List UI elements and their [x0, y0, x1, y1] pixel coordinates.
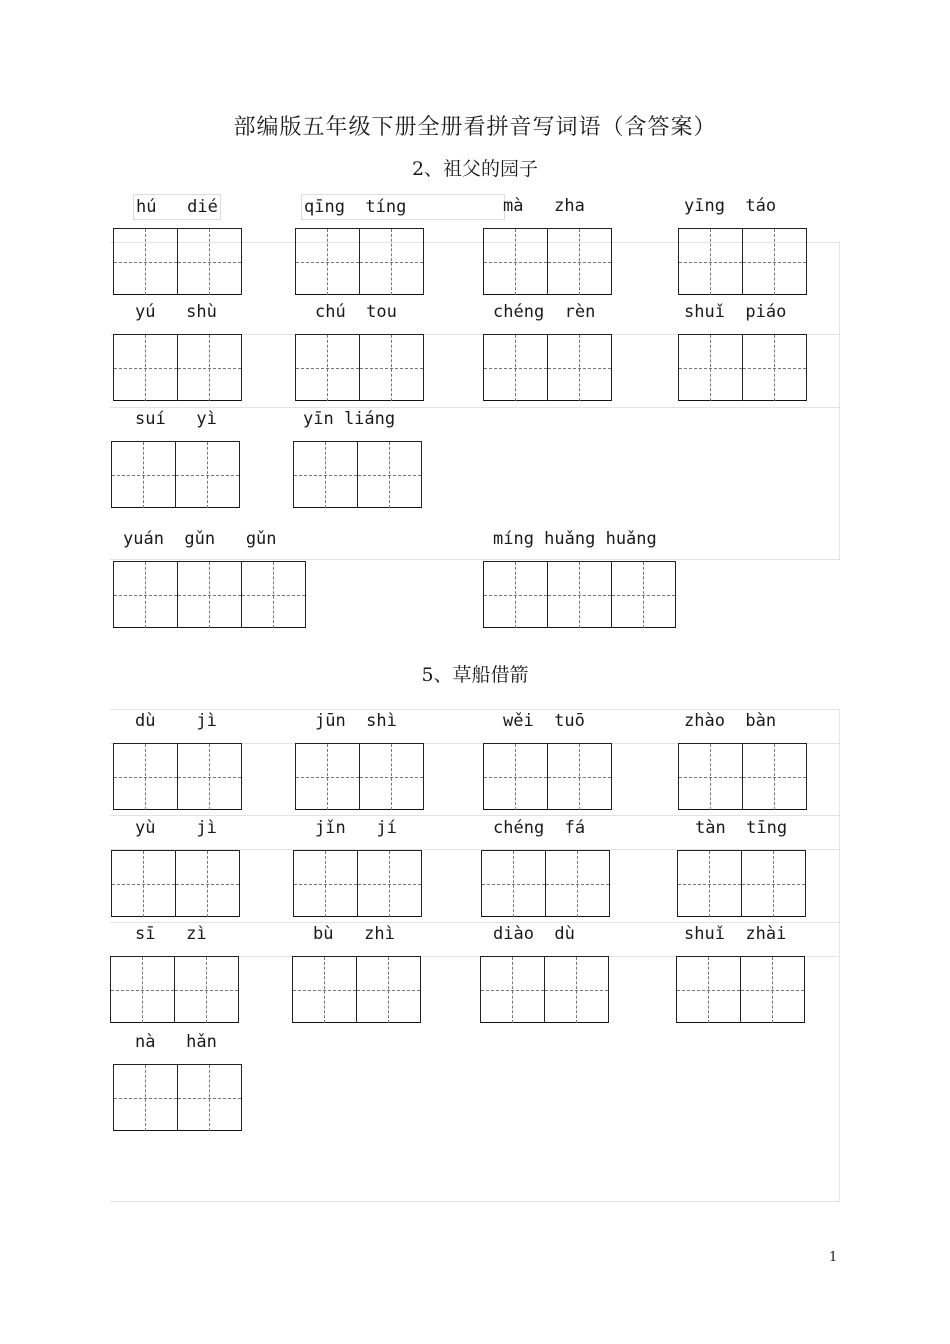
tianzige-cell[interactable] — [358, 441, 422, 508]
pinyin-label: yuán gǔn gǔn — [123, 529, 277, 549]
pinyin-label: chéng fá — [493, 818, 586, 838]
tianzige-cell[interactable] — [293, 956, 357, 1023]
lesson-heading-1: 2、祖父的园子 — [411, 158, 539, 180]
tianzige-cell[interactable] — [679, 743, 743, 810]
tianzige-cell[interactable] — [296, 743, 360, 810]
writing-grid[interactable] — [483, 561, 676, 628]
tianzige-cell[interactable] — [548, 228, 612, 295]
tianzige-cell[interactable] — [114, 228, 178, 295]
pinyin-label: mà zha — [503, 196, 585, 216]
writing-grid[interactable] — [111, 441, 240, 508]
writing-grid[interactable] — [293, 441, 422, 508]
tianzige-cell[interactable] — [741, 956, 805, 1023]
pinyin-label: tàn tīng — [695, 818, 788, 838]
tianzige-cell[interactable] — [360, 228, 424, 295]
guide-line — [839, 709, 840, 1201]
tianzige-cell[interactable] — [548, 334, 612, 401]
pinyin-label: shuǐ zhài — [684, 924, 787, 944]
tianzige-cell[interactable] — [178, 228, 242, 295]
tianzige-cell[interactable] — [178, 1064, 242, 1131]
tianzige-cell[interactable] — [360, 334, 424, 401]
pinyin-label: qīng tíng — [301, 194, 505, 220]
tianzige-cell[interactable] — [546, 850, 610, 917]
pinyin-label: yīn liáng — [303, 409, 396, 429]
pinyin-label: yù jì — [135, 818, 217, 838]
pinyin-label: dù jì — [135, 711, 217, 731]
writing-grid[interactable] — [293, 850, 422, 917]
document-title: 部编版五年级下册全册看拼音写词语（含答案） — [233, 115, 717, 140]
pinyin-label: sī zì — [135, 924, 207, 944]
pinyin-label: yīng táo — [684, 196, 777, 216]
lesson-heading-2: 5、草船借箭 — [421, 664, 529, 686]
tianzige-cell[interactable] — [548, 743, 612, 810]
tianzige-cell[interactable] — [178, 743, 242, 810]
tianzige-cell[interactable] — [545, 956, 609, 1023]
page-number: 1 — [829, 1250, 838, 1265]
writing-grid[interactable] — [483, 228, 612, 295]
writing-grid[interactable] — [295, 743, 424, 810]
tianzige-cell[interactable] — [357, 956, 421, 1023]
tianzige-cell[interactable] — [294, 441, 358, 508]
writing-grid[interactable] — [483, 743, 612, 810]
tianzige-cell[interactable] — [112, 441, 176, 508]
pinyin-label: diào dù — [493, 924, 575, 944]
writing-grid[interactable] — [678, 334, 807, 401]
writing-grid[interactable] — [113, 1064, 242, 1131]
writing-grid[interactable] — [295, 334, 424, 401]
guide-line — [839, 242, 840, 559]
writing-grid[interactable] — [677, 850, 806, 917]
tianzige-cell[interactable] — [112, 850, 176, 917]
tianzige-cell[interactable] — [296, 228, 360, 295]
tianzige-cell[interactable] — [743, 334, 807, 401]
writing-grid[interactable] — [295, 228, 424, 295]
writing-grid[interactable] — [111, 850, 240, 917]
tianzige-cell[interactable] — [679, 334, 743, 401]
pinyin-label: jūn shì — [315, 711, 397, 731]
tianzige-cell[interactable] — [358, 850, 422, 917]
guide-line — [110, 407, 840, 408]
pinyin-label: míng huǎng huǎng — [493, 529, 657, 549]
writing-grid[interactable] — [678, 743, 807, 810]
pinyin-label: nà hǎn — [135, 1032, 217, 1052]
tianzige-cell[interactable] — [114, 561, 178, 628]
tianzige-cell[interactable] — [114, 1064, 178, 1131]
pinyin-label: yú shù — [135, 302, 217, 322]
pinyin-label: jǐn jí — [315, 818, 397, 838]
tianzige-cell[interactable] — [481, 956, 545, 1023]
tianzige-cell[interactable] — [242, 561, 306, 628]
tianzige-cell[interactable] — [743, 743, 807, 810]
writing-grid[interactable] — [678, 228, 807, 295]
writing-grid[interactable] — [480, 956, 609, 1023]
pinyin-label: chú tou — [315, 302, 397, 322]
tianzige-cell[interactable] — [114, 334, 178, 401]
pinyin-label: chéng rèn — [493, 302, 596, 322]
writing-grid[interactable] — [113, 228, 242, 295]
tianzige-cell[interactable] — [178, 561, 242, 628]
tianzige-cell[interactable] — [296, 334, 360, 401]
pinyin-label: suí yì — [135, 409, 217, 429]
writing-grid[interactable] — [481, 850, 610, 917]
writing-grid[interactable] — [113, 334, 242, 401]
tianzige-cell[interactable] — [612, 561, 676, 628]
tianzige-cell[interactable] — [678, 850, 742, 917]
tianzige-cell[interactable] — [484, 561, 548, 628]
pinyin-label: hú dié — [133, 194, 221, 220]
tianzige-cell[interactable] — [360, 743, 424, 810]
tianzige-cell[interactable] — [482, 850, 546, 917]
tianzige-cell[interactable] — [294, 850, 358, 917]
pinyin-label: zhào bàn — [684, 711, 777, 731]
tianzige-cell[interactable] — [484, 334, 548, 401]
guide-line — [110, 559, 840, 560]
pinyin-label: shuǐ piáo — [684, 302, 787, 322]
tianzige-cell[interactable] — [742, 850, 806, 917]
writing-grid[interactable] — [292, 956, 421, 1023]
writing-grid[interactable] — [483, 334, 612, 401]
writing-grid[interactable] — [113, 561, 306, 628]
writing-grid[interactable] — [110, 956, 239, 1023]
tianzige-cell[interactable] — [178, 334, 242, 401]
tianzige-cell[interactable] — [679, 228, 743, 295]
tianzige-cell[interactable] — [677, 956, 741, 1023]
tianzige-cell[interactable] — [484, 743, 548, 810]
writing-grid[interactable] — [676, 956, 805, 1023]
tianzige-cell[interactable] — [548, 561, 612, 628]
tianzige-cell[interactable] — [111, 956, 175, 1023]
tianzige-cell[interactable] — [176, 441, 240, 508]
tianzige-cell[interactable] — [114, 743, 178, 810]
tianzige-cell[interactable] — [176, 850, 240, 917]
tianzige-cell[interactable] — [175, 956, 239, 1023]
pinyin-label: wěi tuō — [503, 711, 585, 731]
tianzige-cell[interactable] — [484, 228, 548, 295]
tianzige-cell[interactable] — [743, 228, 807, 295]
guide-line — [110, 1201, 840, 1202]
writing-grid[interactable] — [113, 743, 242, 810]
pinyin-label: bù zhì — [313, 924, 395, 944]
